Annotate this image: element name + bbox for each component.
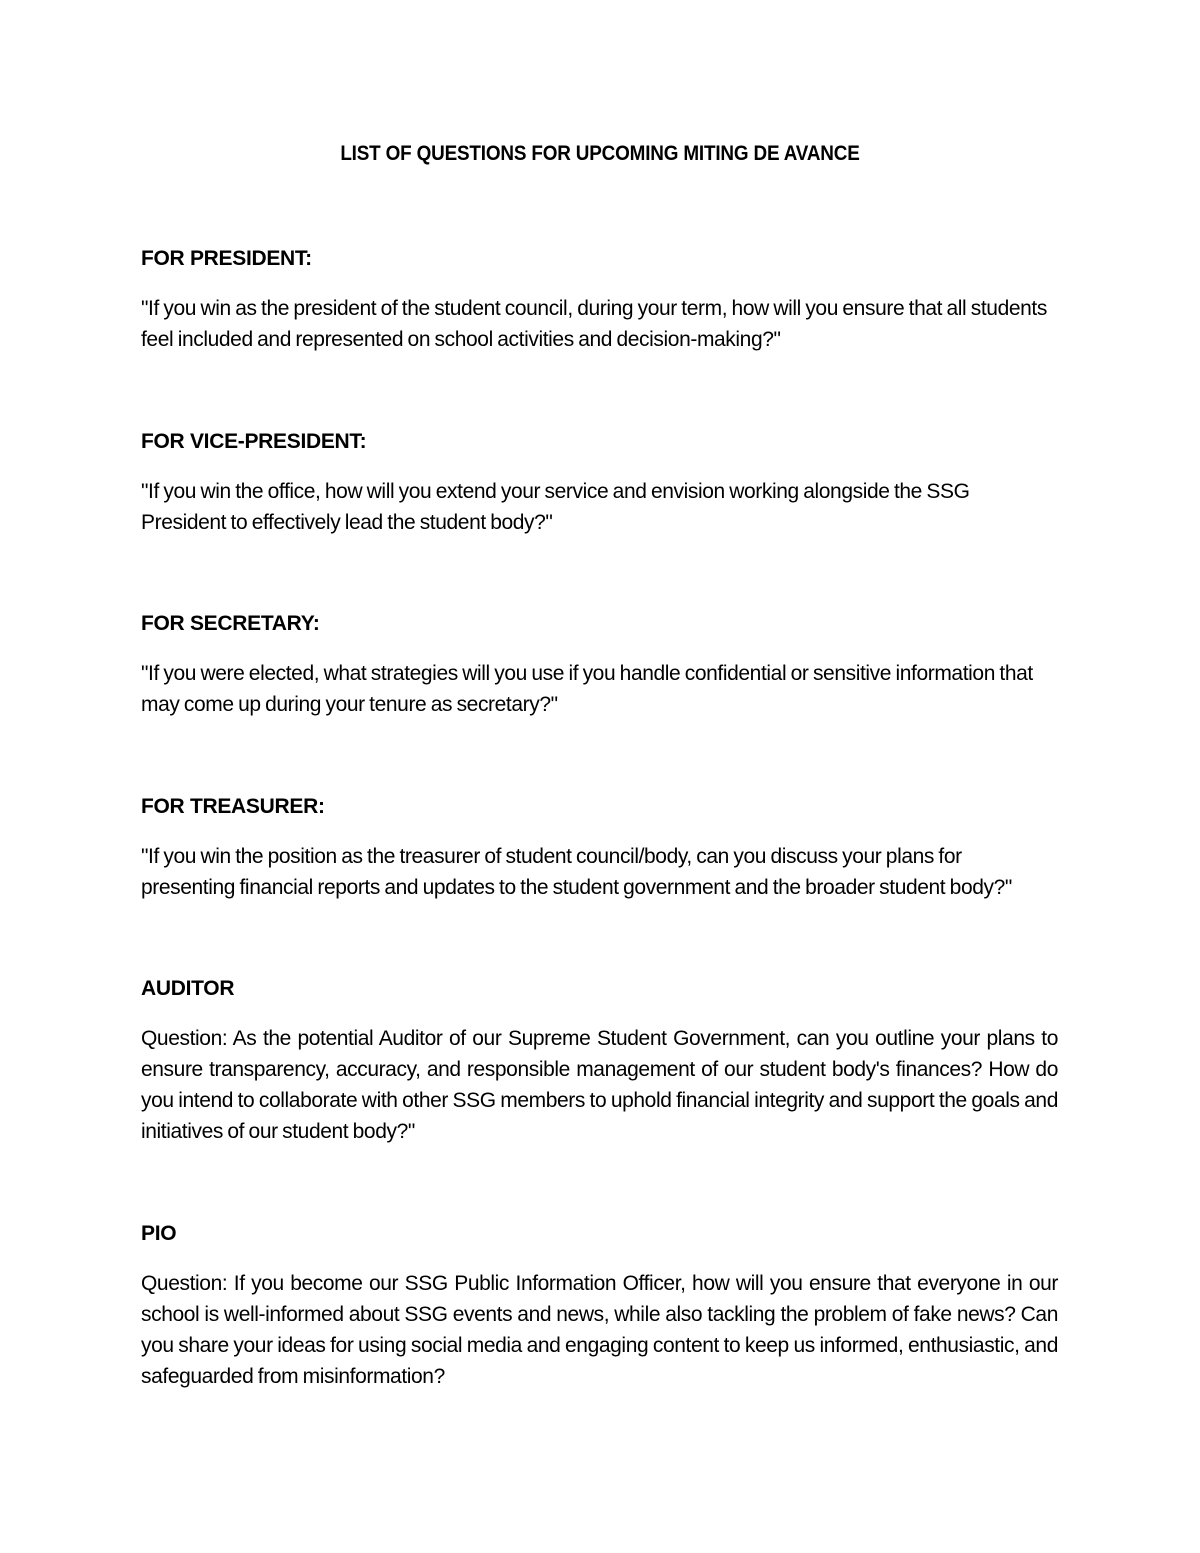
section-pio: [141, 1218, 1058, 1392]
section-president: [141, 243, 1058, 355]
section-heading: PIO: [141, 1222, 177, 1245]
section-question: "If you win the office, how will you extend your service and envision working alongside the SSG President to effectively lead the student body?": [141, 480, 970, 534]
section-question: "If you win as the president of the student council, during your term, how will you ensure that all students feel included and represented on school activities and decision-making?": [141, 297, 1047, 351]
section-question: "If you were elected, what strategies will you use if you handle confidential or sensitive information that may come up during your tenure as secretary?": [141, 662, 1033, 716]
section-heading: FOR PRESIDENT:: [141, 247, 312, 270]
section-auditor: [141, 973, 1058, 1147]
section-heading: FOR TREASURER:: [141, 795, 325, 818]
section-vice-president: [141, 426, 1058, 538]
section-treasurer: [141, 791, 1058, 903]
section-heading: FOR SECRETARY:: [141, 612, 320, 635]
section-secretary: [141, 608, 1058, 720]
document-title: LIST OF QUESTIONS FOR UPCOMING MITING DE AVANCE: [340, 142, 860, 165]
section-question: Question: If you become our SSG Public Information Officer, how will you ensure that everyone in our school is well-informed about SSG events and news, while also tackling the problem of fake news? Can you share your ideas for using social media and engaging content to keep us informed, enthusiastic, and safeguarded from misinformation?: [141, 1272, 1058, 1388]
section-question: "If you win the position as the treasurer of student council/body, can you discuss your plans for presenting financial reports and updates to the student government and the broader student body?": [141, 845, 1012, 899]
section-heading: FOR VICE-PRESIDENT:: [141, 430, 367, 453]
section-question: Question: As the potential Auditor of our Supreme Student Government, can you outline your plans to ensure transparency, accuracy, and responsible management of our student body's finances? How do you intend to collaborate with other SSG members to uphold financial integrity and support the goals and initiatives of our student body?": [141, 1027, 1058, 1143]
section-heading: AUDITOR: [141, 977, 235, 1000]
